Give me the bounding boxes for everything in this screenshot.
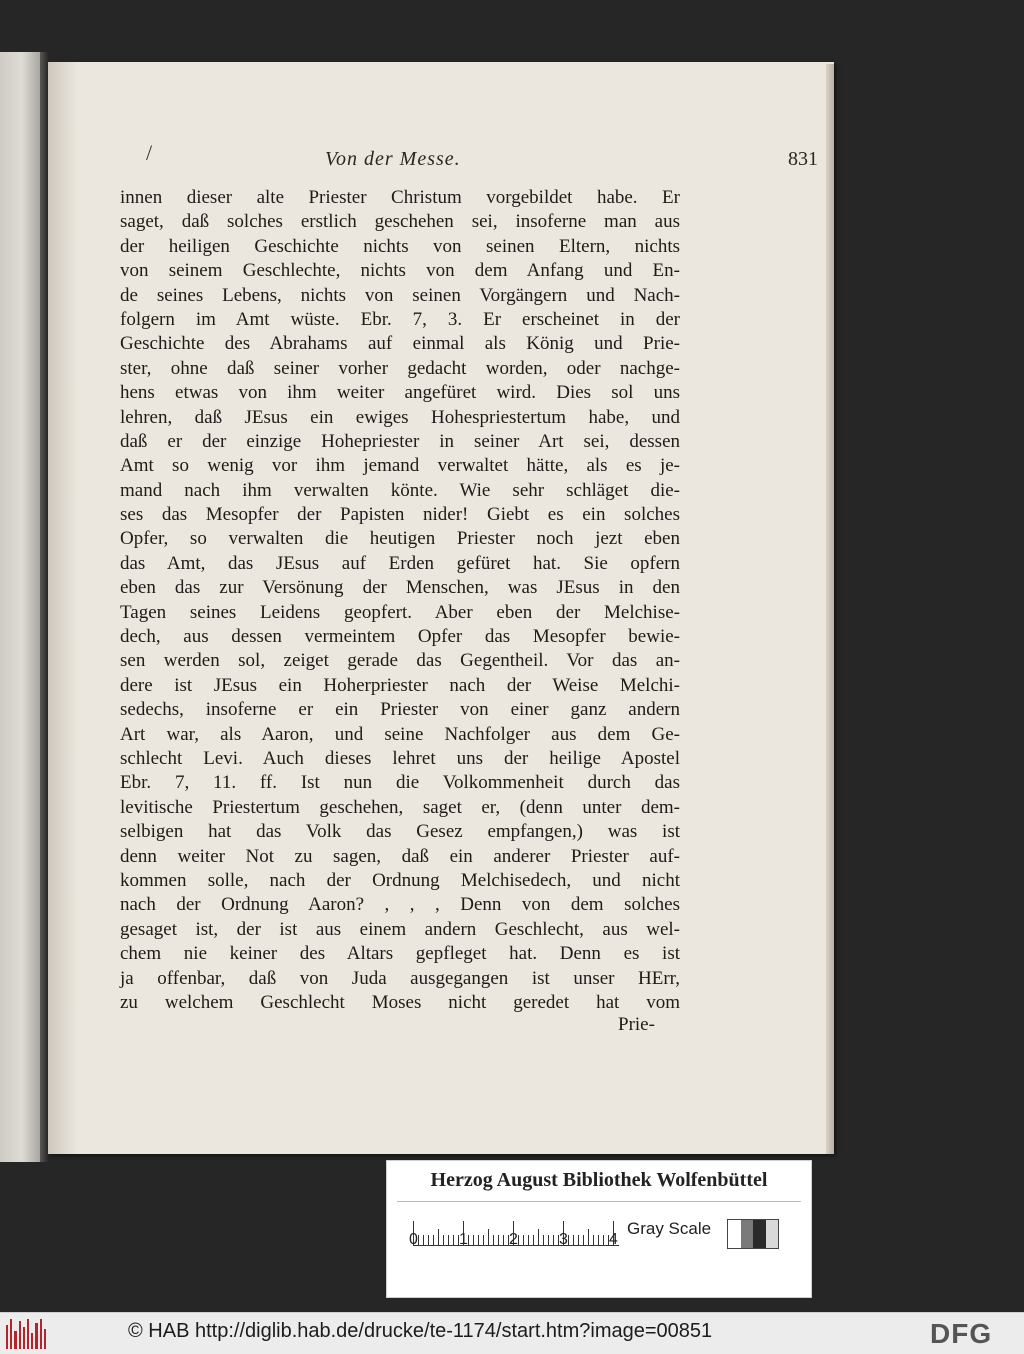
margin-mark: / [146,140,153,165]
grayscale-patch [741,1220,754,1248]
text-line: Amt so wenig vor ihm jemand verwaltet hätte, als es je- [120,455,680,477]
logo-bar [19,1321,21,1349]
ruler-tick [438,1229,439,1245]
ruler-tick [428,1235,429,1245]
ruler-tick [548,1235,549,1245]
logo-bar [27,1319,29,1349]
text-line: sen werden sol, zeiget gerade das Gegentheil. Vor das an- [120,650,680,672]
logo-bar [6,1325,8,1349]
text-line: Art war, als Aaron, und seine Nachfolger aus dem Ge- [120,723,680,745]
ruler-tick [473,1235,474,1245]
text-line: levitische Priestertum geschehen, saget er, (denn unter dem- [120,796,680,818]
ruler-tick [423,1235,424,1245]
ruler-tick [528,1235,529,1245]
grayscale-patch [753,1220,766,1248]
text-line: lehren, daß JEsus ein ewiges Hohespriestertum habe, und [120,406,680,428]
ruler-label: 2 [509,1231,518,1248]
text-line: saget, daß solches erstlich geschehen sei, insoferne man aus [120,211,680,233]
logo-bar [23,1327,25,1349]
text-line: schlecht Levi. Auch dieses lehret uns der heilige Apostel [120,747,680,769]
ruler-tick [543,1235,544,1245]
ruler-tick [493,1235,494,1245]
ruler-tick [488,1229,489,1245]
ruler-tick [533,1235,534,1245]
body-text [120,186,680,1015]
logo-bar [40,1319,42,1349]
ruler-tick [503,1235,504,1245]
text-line: Tagen seines Leidens geopfert. Aber eben der Melchise- [120,601,680,623]
text-line: von seinem Geschlechte, nichts von dem Anfang und En- [120,260,680,282]
target-divider [397,1201,801,1202]
ruler-tick [498,1235,499,1245]
logo-bar [44,1329,46,1349]
library-name: Herzog August Bibliothek Wolfenbüttel [430,1169,768,1191]
ruler-tick [453,1235,454,1245]
text-line: selbigen hat das Volk das Gesez empfangen,) was ist [120,821,680,843]
text-line: zu welchem Geschlecht Moses nicht geredet hat vom [120,991,680,1013]
ruler-tick [603,1235,604,1245]
text-line: folgern im Amt wüste. Ebr. 7, 3. Er erscheinet in der [120,308,680,330]
ruler-tick [578,1235,579,1245]
ruler-tick [483,1235,484,1245]
text-line: de seines Lebens, nichts von seinen Vorgängern und Nach- [120,284,680,306]
ruler-tick [598,1235,599,1245]
color-target-card [386,1160,812,1298]
catchword: Prie- [618,1014,655,1035]
page-edge [826,64,834,1154]
text-line: dere ist JEsus ein Hoherpriester nach der Weise Melchi- [120,674,680,696]
ruler-tick [433,1235,434,1245]
hab-logo-icon [6,1319,46,1349]
ruler-tick [573,1235,574,1245]
text-line: Ebr. 7, 11. ff. Ist nun die Volkommenheit durch das [120,772,680,794]
ruler-label: 0 [409,1231,418,1248]
footer-citation[interactable]: © HAB http://diglib.hab.de/drucke/te-1174/start.htm?image=00851 [128,1320,713,1342]
ruler-tick [568,1235,569,1245]
text-line: daß er der einzige Hohepriester in seiner Art sei, dessen [120,430,680,452]
text-line: eben das zur Versönung der Menschen, was JEsus in den [120,577,680,599]
text-line: denn weiter Not zu sagen, daß ein anderer Priester auf- [120,845,680,867]
ruler-tick [593,1235,594,1245]
ruler-tick [468,1235,469,1245]
text-line: hens etwas von ihm weiter angefüret wird. Dies sol uns [120,382,680,404]
page-gutter-shadow [40,52,48,1162]
ruler-tick [538,1229,539,1245]
ruler-tick [443,1235,444,1245]
grayscale-strip [727,1219,779,1249]
text-line: der heiligen Geschichte nichts von seinen Eltern, nichts [120,235,680,257]
ruler-label: 4 [609,1231,618,1248]
text-line: Opfer, so verwalten die heutigen Priester noch jezt eben [120,528,680,550]
ruler-tick [553,1235,554,1245]
text-line: nach der Ordnung Aaron? , , , Denn von dem solches [120,894,680,916]
text-line: das Amt, das JEsus auf Erden gefüret hat. Sie opfern [120,552,680,574]
grayscale-patch [728,1220,741,1248]
text-line: ses das Mesopfer der Papisten nider! Giebt es ein solches [120,504,680,526]
text-line: Geschichte des Abrahams auf einmal als König und Prie- [120,333,680,355]
grayscale-label: Gray Scale [627,1219,712,1238]
ruler-label: 3 [559,1231,568,1248]
text-line: sedechs, insoferne er ein Priester von einer ganz andern [120,699,680,721]
text-line: kommen solle, nach der Ordnung Melchisedech, und nicht [120,869,680,891]
running-head: Von der Messe. [325,148,461,170]
text-line: mand nach ihm verwalten könte. Wie sehr schläget die- [120,479,680,501]
logo-bar [31,1333,33,1349]
ruler-tick [448,1235,449,1245]
logo-bar [14,1331,16,1349]
footer-bar [0,1312,1024,1354]
ruler-tick [418,1235,419,1245]
text-line: chem nie keiner des Altars gepfleget hat. Denn es ist [120,943,680,965]
ruler-tick [588,1229,589,1245]
text-line: ja offenbar, daß von Juda ausgegangen ist unser HErr, [120,967,680,989]
ruler-tick [583,1235,584,1245]
ruler-tick [518,1235,519,1245]
text-line: ster, ohne daß seiner vorher gedacht worden, oder nachge- [120,357,680,379]
text-line: innen dieser alte Priester Christum vorgebildet habe. Er [120,187,680,208]
dfg-logo: DFG [930,1318,993,1349]
grayscale-patch [766,1220,779,1248]
ruler-label: 1 [459,1231,468,1248]
text-line: dech, aus dessen vermeintem Opfer das Mesopfer bewie- [120,626,680,648]
ruler-tick [523,1235,524,1245]
logo-bar [35,1323,37,1349]
ruler-tick [478,1235,479,1245]
left-page-edge [0,52,40,1162]
text-line: gesaget ist, der ist aus einem andern Geschlecht, aus wel- [120,918,680,940]
page-number: 831 [788,148,818,170]
logo-bar [10,1319,12,1349]
